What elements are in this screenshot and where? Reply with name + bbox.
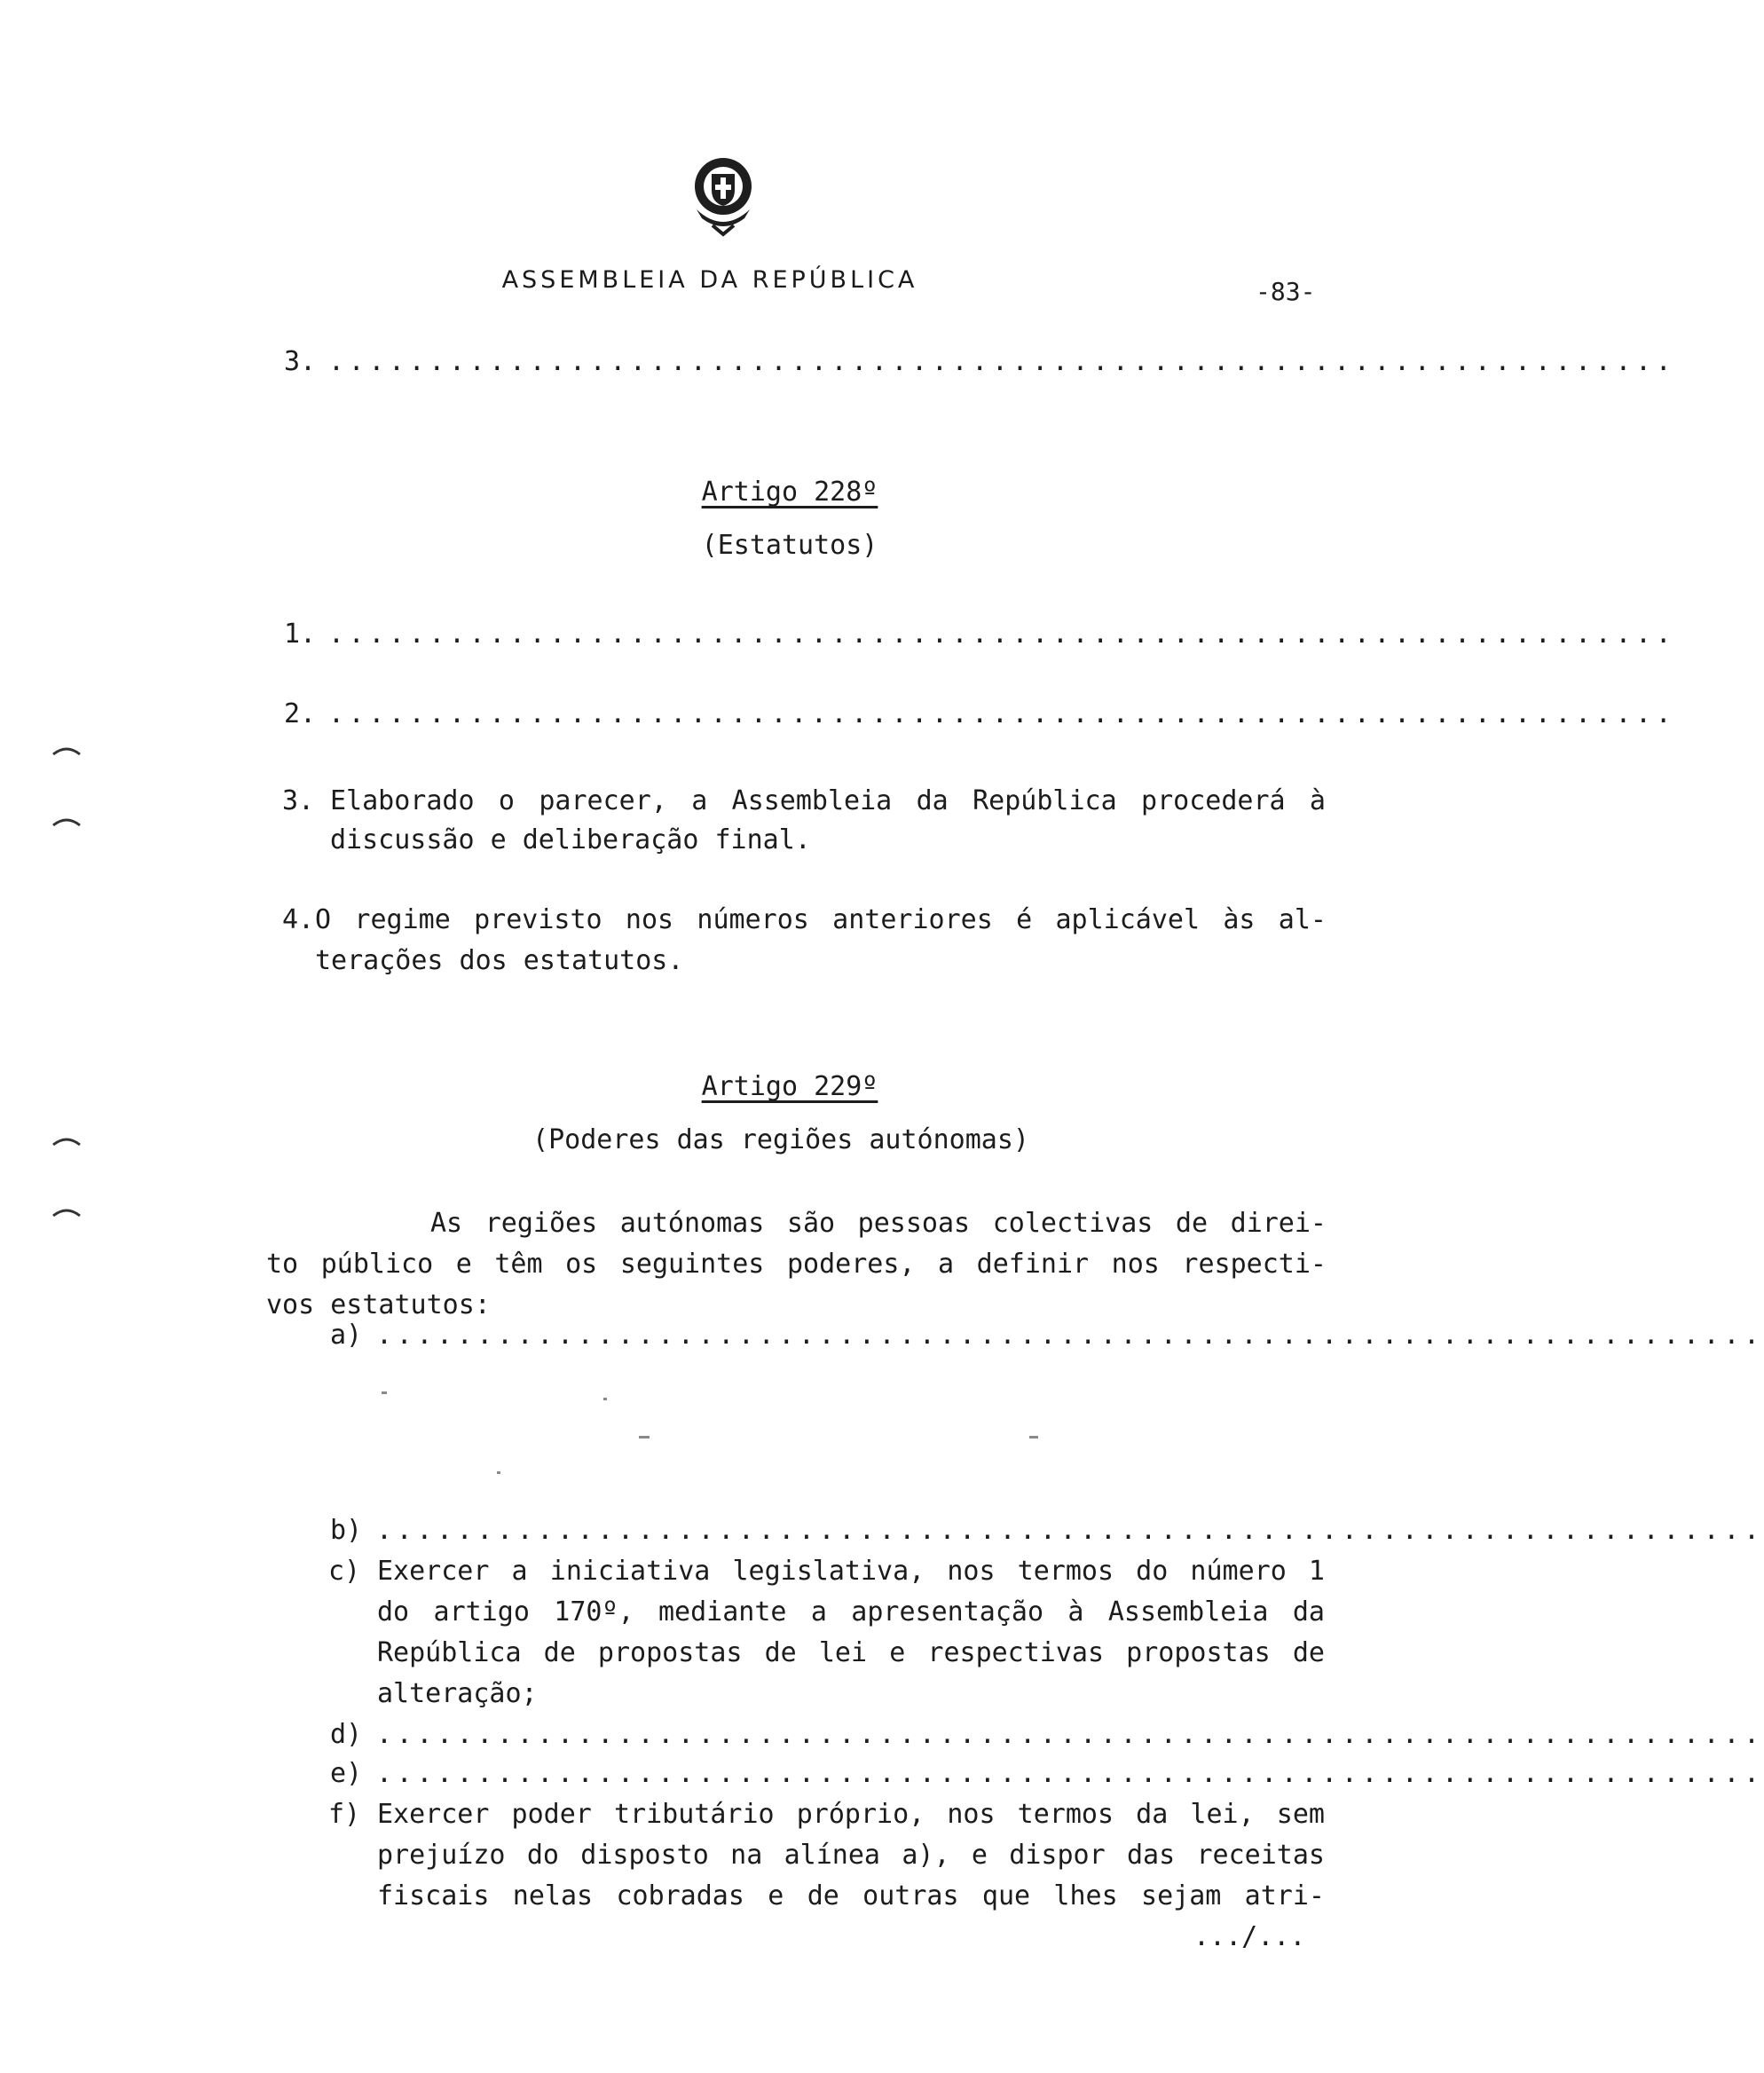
paragraph-number: 4. bbox=[282, 904, 315, 935]
article-228-paragraph-4-line-1: O regime previsto nos números anteriores é aplicável às al- bbox=[315, 904, 1327, 935]
article-229-alinea-d bbox=[330, 1714, 1764, 1755]
margin-marks bbox=[35, 728, 98, 1278]
article-229-title: Artigo 229º bbox=[701, 1071, 878, 1102]
paragraph-3-omitted bbox=[284, 342, 1676, 382]
article-228-title: Artigo 228º bbox=[701, 477, 878, 508]
institution-header: ASSEMBLEIA DA REPÚBLICA bbox=[501, 266, 918, 294]
alinea-label: e) bbox=[330, 1758, 363, 1789]
article-229-alinea-c-line-3: República de propostas de lei e respectivas propostas de bbox=[377, 1637, 1325, 1668]
article-228-subtitle: (Estatutos) bbox=[701, 530, 878, 561]
article-229-intro-line-3: vos estatutos: bbox=[266, 1289, 491, 1320]
article-229-intro-line-2: to público e têm os seguintes poderes, a definir nos respecti- bbox=[266, 1249, 1327, 1280]
paragraph-number: 3. bbox=[282, 785, 315, 816]
article-229-alinea-f-line-2: prejuízo do disposto na alínea a), e dispor das receitas bbox=[377, 1840, 1325, 1871]
paragraph-number: 3. bbox=[284, 346, 317, 377]
article-229-alinea-a bbox=[330, 1315, 1764, 1356]
article-229-alinea-f-line-1: Exercer poder tributário próprio, nos termos da lei, sem bbox=[377, 1799, 1325, 1830]
omission-dots: ................................................................... bbox=[328, 698, 1676, 729]
omission-dots: ................................................................... bbox=[328, 346, 1676, 377]
article-229-alinea-f-line-3: fiscais nelas cobradas e de outras que lhes sejam atri- bbox=[377, 1880, 1325, 1911]
article-228-paragraph-2 bbox=[284, 694, 1676, 735]
omission-dots: ..................................................................... bbox=[376, 1719, 1764, 1750]
alinea-label: c) bbox=[328, 1556, 361, 1587]
alinea-label: a) bbox=[330, 1320, 363, 1351]
paragraph-number: 2. bbox=[284, 698, 317, 729]
page-number: -83- bbox=[1256, 277, 1316, 306]
article-229-alinea-b bbox=[330, 1510, 1764, 1551]
omission-dots: ..................................................................... bbox=[376, 1758, 1764, 1789]
alinea-label: f) bbox=[328, 1799, 361, 1830]
alinea-label: d) bbox=[330, 1719, 363, 1750]
paragraph-number: 1. bbox=[284, 619, 317, 650]
article-228-paragraph-4-line-2: terações dos estatutos. bbox=[315, 945, 684, 976]
article-229-alinea-c-line-2: do artigo 170º, mediante a apresentação à Assembleia da bbox=[377, 1596, 1325, 1628]
article-229-alinea-c-line-1: Exercer a iniciativa legislativa, nos termos do número 1 bbox=[377, 1556, 1325, 1587]
omission-dots: ..................................................................... bbox=[376, 1515, 1764, 1546]
article-228-paragraph-1 bbox=[284, 614, 1676, 655]
article-229-subtitle: (Poderes das regiões autónomas) bbox=[532, 1124, 1029, 1155]
article-228-paragraph-3-line-1: Elaborado o parecer, a Assembleia da República procederá à bbox=[330, 785, 1326, 816]
article-229-alinea-c-line-4: alteração; bbox=[377, 1678, 538, 1709]
omission-dots: ..................................................................... bbox=[376, 1320, 1764, 1351]
omission-dots: ................................................................... bbox=[328, 619, 1676, 650]
continuation-marker: .../... bbox=[1193, 1921, 1306, 1952]
article-229-alinea-e bbox=[330, 1754, 1764, 1794]
coat-of-arms-emblem bbox=[688, 151, 759, 244]
article-228-paragraph-3-line-2: discussão e deliberação final. bbox=[330, 824, 811, 855]
article-229-intro-line-1: As regiões autónomas são pessoas colectivas de direi- bbox=[430, 1208, 1327, 1239]
alinea-label: b) bbox=[330, 1515, 363, 1546]
